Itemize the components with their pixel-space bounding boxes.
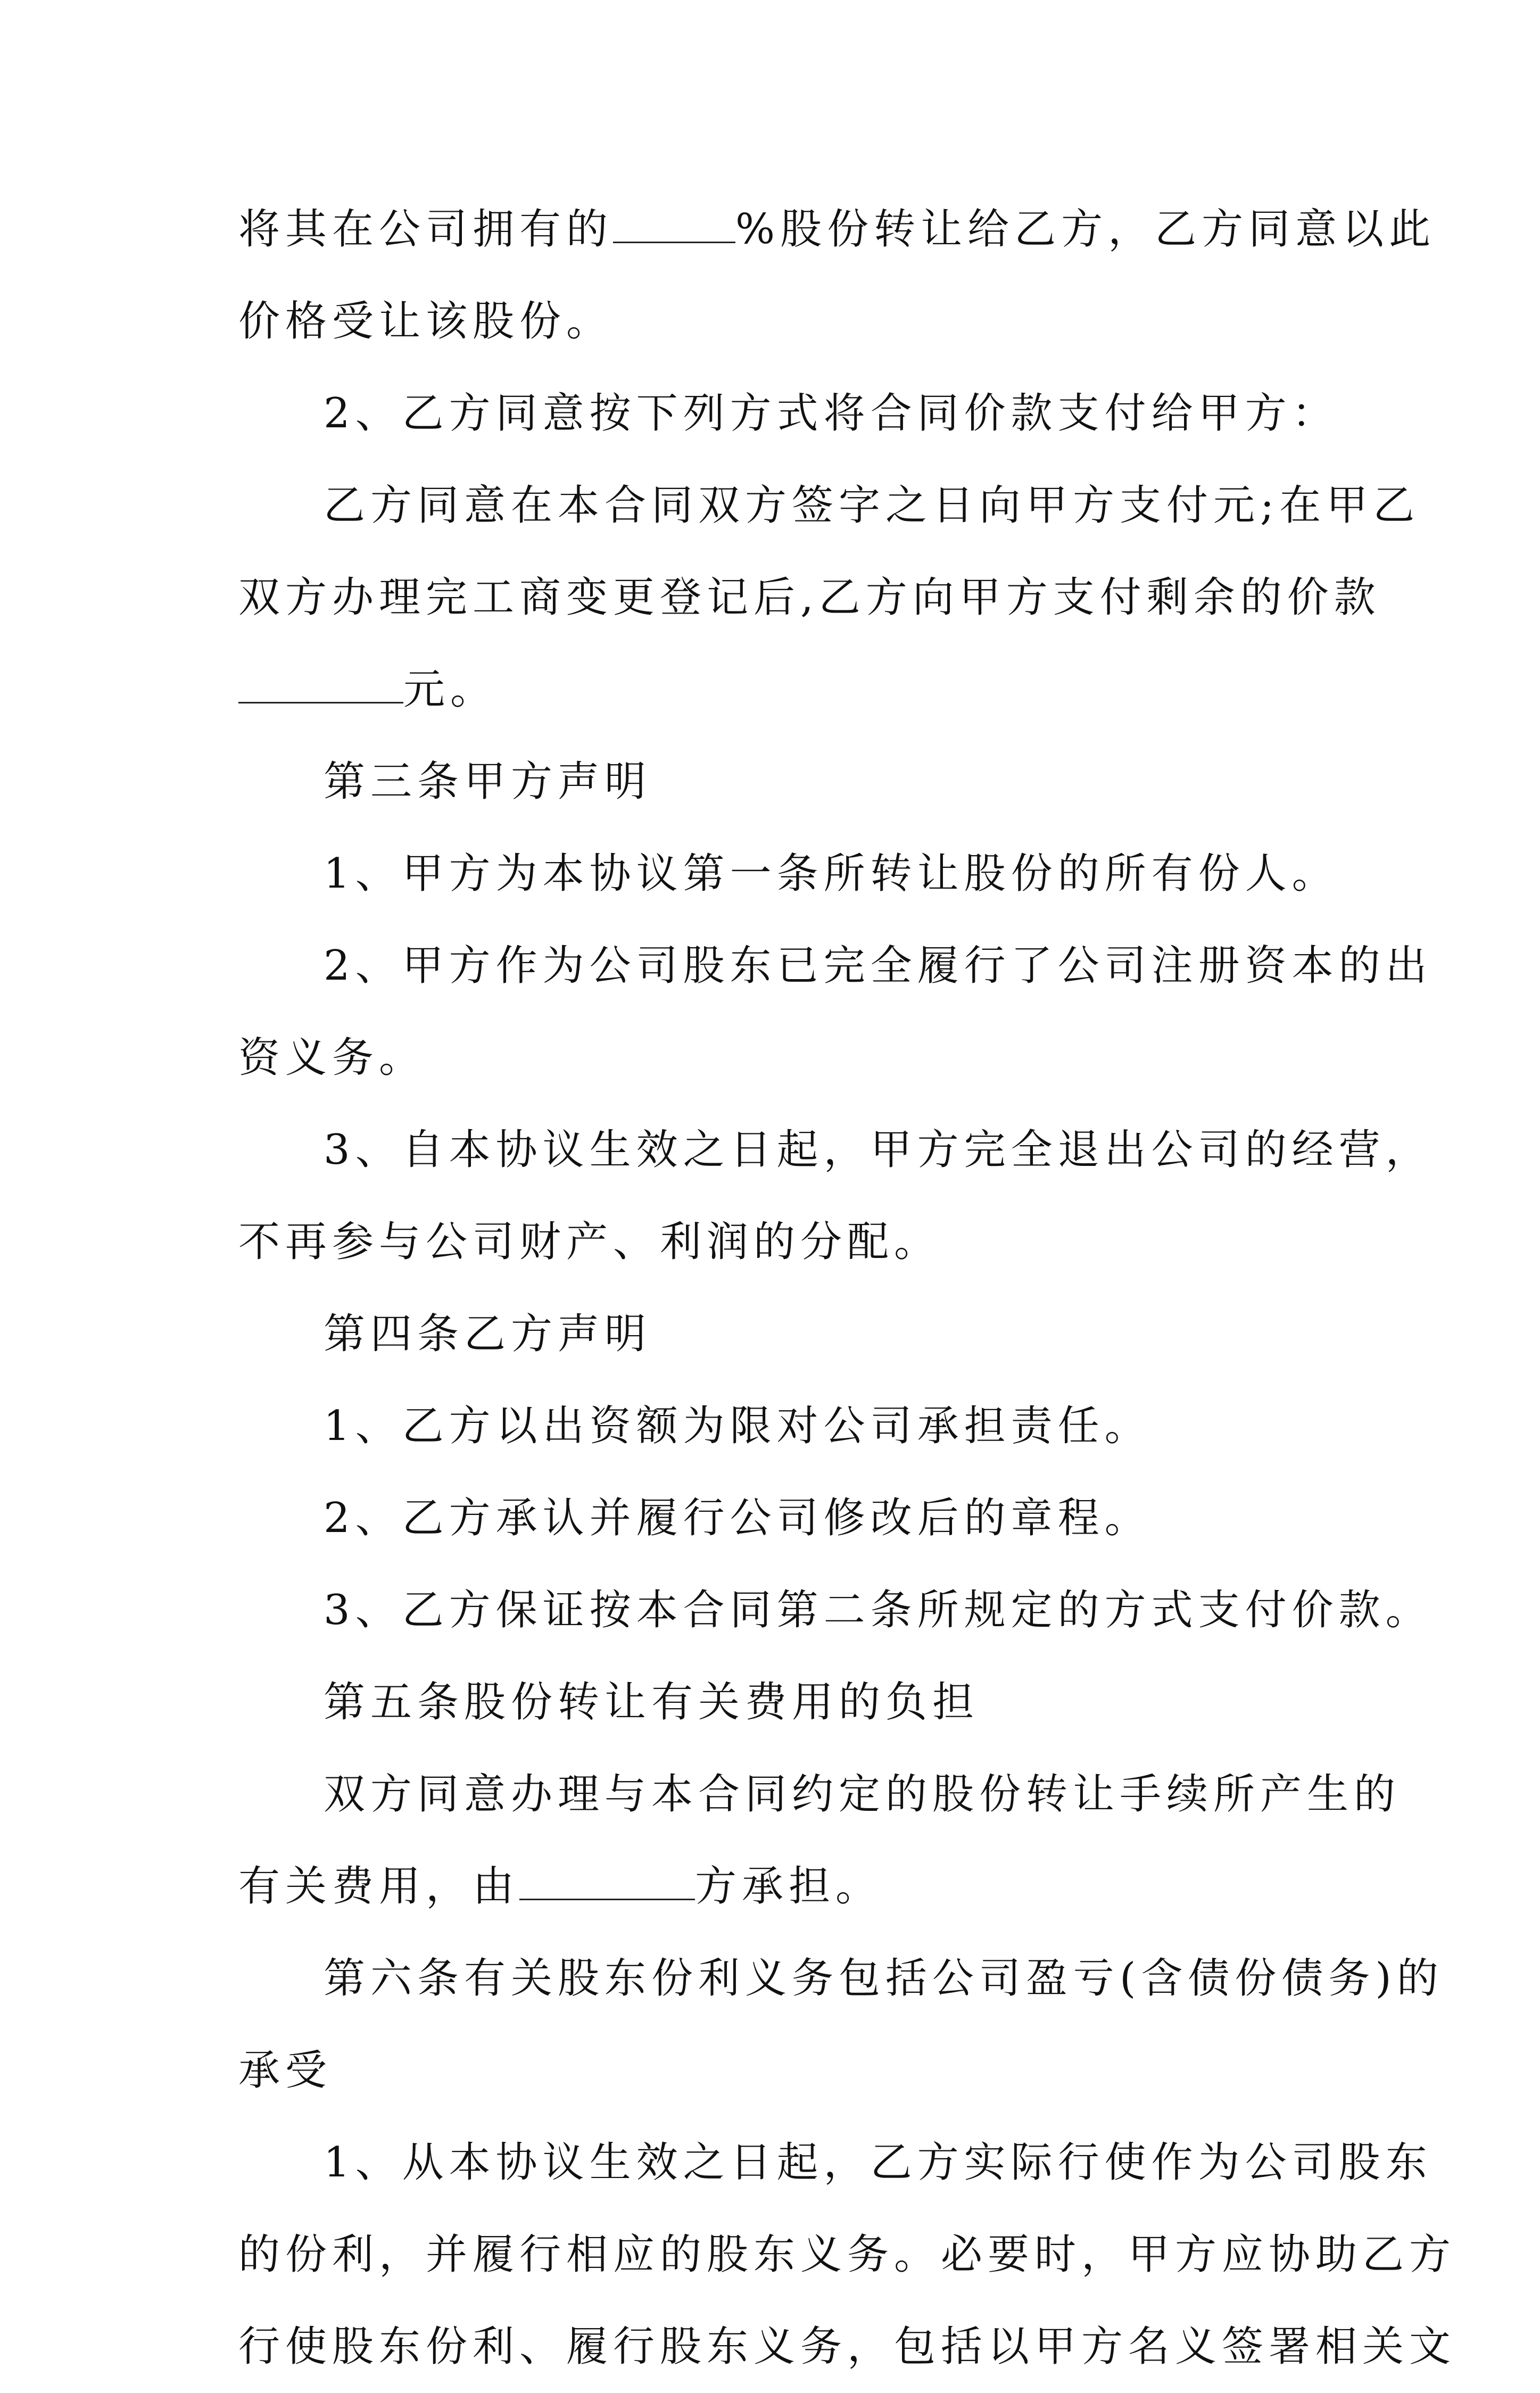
line-text: 第六条有关股东份利义务包括公司盈亏(含债份债务)的 xyxy=(324,1955,1444,2002)
line-text: 第五条股份转让有关费用的负担 xyxy=(324,1678,980,1726)
paragraph-line xyxy=(238,2301,1456,2393)
line-text: 将其在公司拥有的 xyxy=(238,205,614,253)
line-text-after-blank: 元。 xyxy=(403,666,498,714)
paragraph-line xyxy=(238,828,1339,920)
paragraph-line xyxy=(238,1288,1319,1380)
line-text-after-blank: %股份转让给乙方，乙方同意以此 xyxy=(735,205,1436,253)
line-text: 3、自本协议生效之日起，甲方完全退出公司的经营， xyxy=(324,1126,1433,1174)
paragraph-line xyxy=(238,552,1381,644)
paragraph-line xyxy=(238,1564,1433,1657)
fill-in-blank xyxy=(519,1867,695,1900)
paragraph-line xyxy=(238,1749,1401,1841)
line-text: 第三条甲方声明 xyxy=(324,758,652,806)
paragraph-line xyxy=(238,2117,1433,2209)
line-text: 承受 xyxy=(238,2047,333,2094)
fill-in-blank xyxy=(238,670,403,703)
line-text: 1、甲方为本协议第一条所转让股份的所有份人。 xyxy=(324,850,1339,898)
line-text: 有关费用，由 xyxy=(238,1862,520,1910)
paragraph-line xyxy=(238,920,1433,1012)
line-text: 1、乙方以出资额为限对公司承担责任。 xyxy=(324,1402,1152,1450)
line-text: 第四条乙方声明 xyxy=(324,1310,652,1358)
line-text-after-blank: 方承担。 xyxy=(695,1862,883,1910)
paragraph-line xyxy=(238,2025,1319,2117)
paragraph-line xyxy=(238,368,1339,460)
paragraph-line xyxy=(238,2209,1456,2301)
line-text: 1、从本协议生效之日起，乙方实际行使作为公司股东 xyxy=(324,2139,1433,2187)
paragraph-line xyxy=(238,1933,1444,2025)
paragraph-line xyxy=(238,460,1420,552)
line-text: 2、甲方作为公司股东已完全履行了公司注册资本的出 xyxy=(324,942,1433,990)
line-text: 2、乙方同意按下列方式将合同价款支付给甲方： xyxy=(324,390,1339,437)
line-text: 双方同意办理与本合同约定的股份转让手续所产生的 xyxy=(324,1770,1401,1818)
line-text: 资义务。 xyxy=(238,1034,426,1082)
fill-in-blank xyxy=(613,210,735,243)
paragraph-line xyxy=(238,736,1319,828)
paragraph-line xyxy=(238,1012,1319,1104)
line-text: 双方办理完工商变更登记后,乙方向甲方支付剩余的价款 xyxy=(238,574,1381,622)
document-body xyxy=(238,184,1456,2393)
line-text: 3、乙方保证按本合同第二条所规定的方式支付价款。 xyxy=(324,1586,1433,1634)
paragraph-line xyxy=(238,1104,1433,1196)
line-text: 2、乙方承认并履行公司修改后的章程。 xyxy=(324,1494,1152,1542)
paragraph-line xyxy=(238,1472,1319,1564)
line-text: 价格受让该股份。 xyxy=(238,297,614,345)
paragraph-line xyxy=(238,184,1436,276)
line-text: 不再参与公司财产、利润的分配。 xyxy=(238,1218,941,1266)
paragraph-line xyxy=(238,1196,1319,1288)
line-text: 乙方同意在本合同双方签字之日向甲方支付元;在甲乙 xyxy=(324,482,1420,529)
paragraph-line xyxy=(238,276,1319,368)
line-text: 的份利，并履行相应的股东义务。必要时，甲方应协助乙方 xyxy=(238,2231,1456,2279)
paragraph-line xyxy=(238,1841,1319,1933)
paragraph-line xyxy=(238,1657,1319,1749)
paragraph-line xyxy=(238,1380,1319,1472)
paragraph-line xyxy=(238,644,1319,736)
line-text: 行使股东份利、履行股东义务，包括以甲方名义签署相关文 xyxy=(238,2323,1456,2371)
